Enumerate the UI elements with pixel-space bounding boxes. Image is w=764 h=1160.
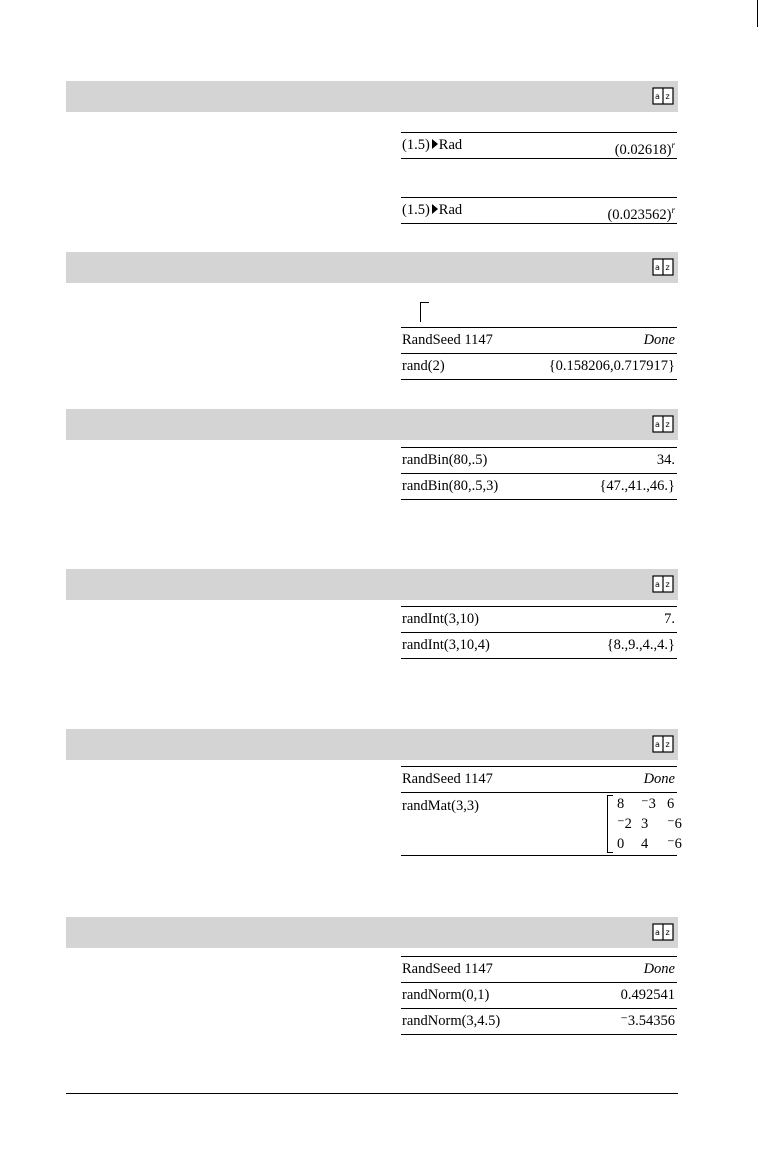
section-header-rand — [66, 252, 678, 283]
calc-row: randBin(80,.5) 34. — [401, 447, 677, 473]
svg-text:a: a — [655, 740, 660, 749]
matrix-bracket — [607, 795, 613, 853]
dictionary-book-icon — [652, 413, 674, 435]
calc-row: RandSeed 1147 Done — [401, 766, 677, 792]
convert-arrow-icon — [432, 204, 438, 214]
matrix-row: 8 ⁻3 6 — [617, 796, 675, 812]
svg-text:z: z — [665, 928, 670, 937]
svg-text:a: a — [655, 420, 660, 429]
calc-block-randnorm — [401, 956, 677, 1035]
calc-block-rand — [401, 327, 677, 380]
svg-text:z: z — [665, 92, 670, 101]
matrix-row: 0 4 ⁻6 — [617, 836, 682, 852]
svg-text:z: z — [665, 263, 670, 272]
calc-block-randmat — [401, 766, 682, 856]
calc-block-randbin — [401, 447, 677, 500]
svg-text:z: z — [665, 580, 670, 589]
convert-arrow-icon — [432, 139, 438, 149]
calc-row: rand(2) {0.158206,0.717917} — [401, 353, 677, 380]
dictionary-book-icon — [652, 733, 674, 755]
calc-row: randInt(3,10,4) {8.,9.,4.,4.} — [401, 632, 677, 659]
section-header-randint — [66, 569, 678, 600]
calc-row-matrix: randMat(3,3) 8 ⁻3 6 ⁻2 3 ⁻6 0 4 ⁻6 — [401, 792, 677, 856]
calc-row: (1.5) Rad $(0.023562)^r$ — [401, 197, 677, 224]
calc-block-randint — [401, 606, 677, 659]
calc-row: randInt(3,10) 7. — [401, 606, 677, 632]
calc-row: randNorm(3,4.5) ⁻3.54356 — [401, 1008, 677, 1035]
calc-row: randNorm(0,1) 0.492541 — [401, 982, 677, 1008]
section-header-randmat — [66, 729, 678, 760]
calc-block-rad — [401, 132, 677, 159]
dictionary-book-icon — [652, 85, 674, 107]
svg-text:a: a — [655, 92, 660, 101]
svg-text:z: z — [665, 420, 670, 429]
calc-row: (1.5) Rad $(0.02618)^r$ — [401, 132, 677, 159]
dictionary-book-icon — [652, 573, 674, 595]
section-header-rad — [66, 81, 678, 112]
matrix-row: ⁻2 3 ⁻6 — [617, 816, 682, 832]
section-header-randbin — [66, 409, 678, 440]
calc-row: RandSeed 1147 Done — [401, 327, 677, 353]
svg-text:z: z — [665, 740, 670, 749]
result-matrix — [607, 795, 682, 853]
footer-rule — [66, 1093, 678, 1094]
calc-block-rad-2 — [401, 197, 677, 224]
section-header-randnorm — [66, 917, 678, 948]
cursor-mark — [420, 302, 429, 322]
dictionary-book-icon — [652, 256, 674, 278]
svg-text:a: a — [655, 928, 660, 937]
calc-row: RandSeed 1147 Done — [401, 956, 677, 982]
svg-text:a: a — [655, 263, 660, 272]
calc-row: randBin(80,.5,3) {47.,41.,46.} — [401, 473, 677, 500]
svg-text:a: a — [655, 580, 660, 589]
dictionary-book-icon — [652, 921, 674, 943]
crop-mark — [757, 0, 758, 27]
